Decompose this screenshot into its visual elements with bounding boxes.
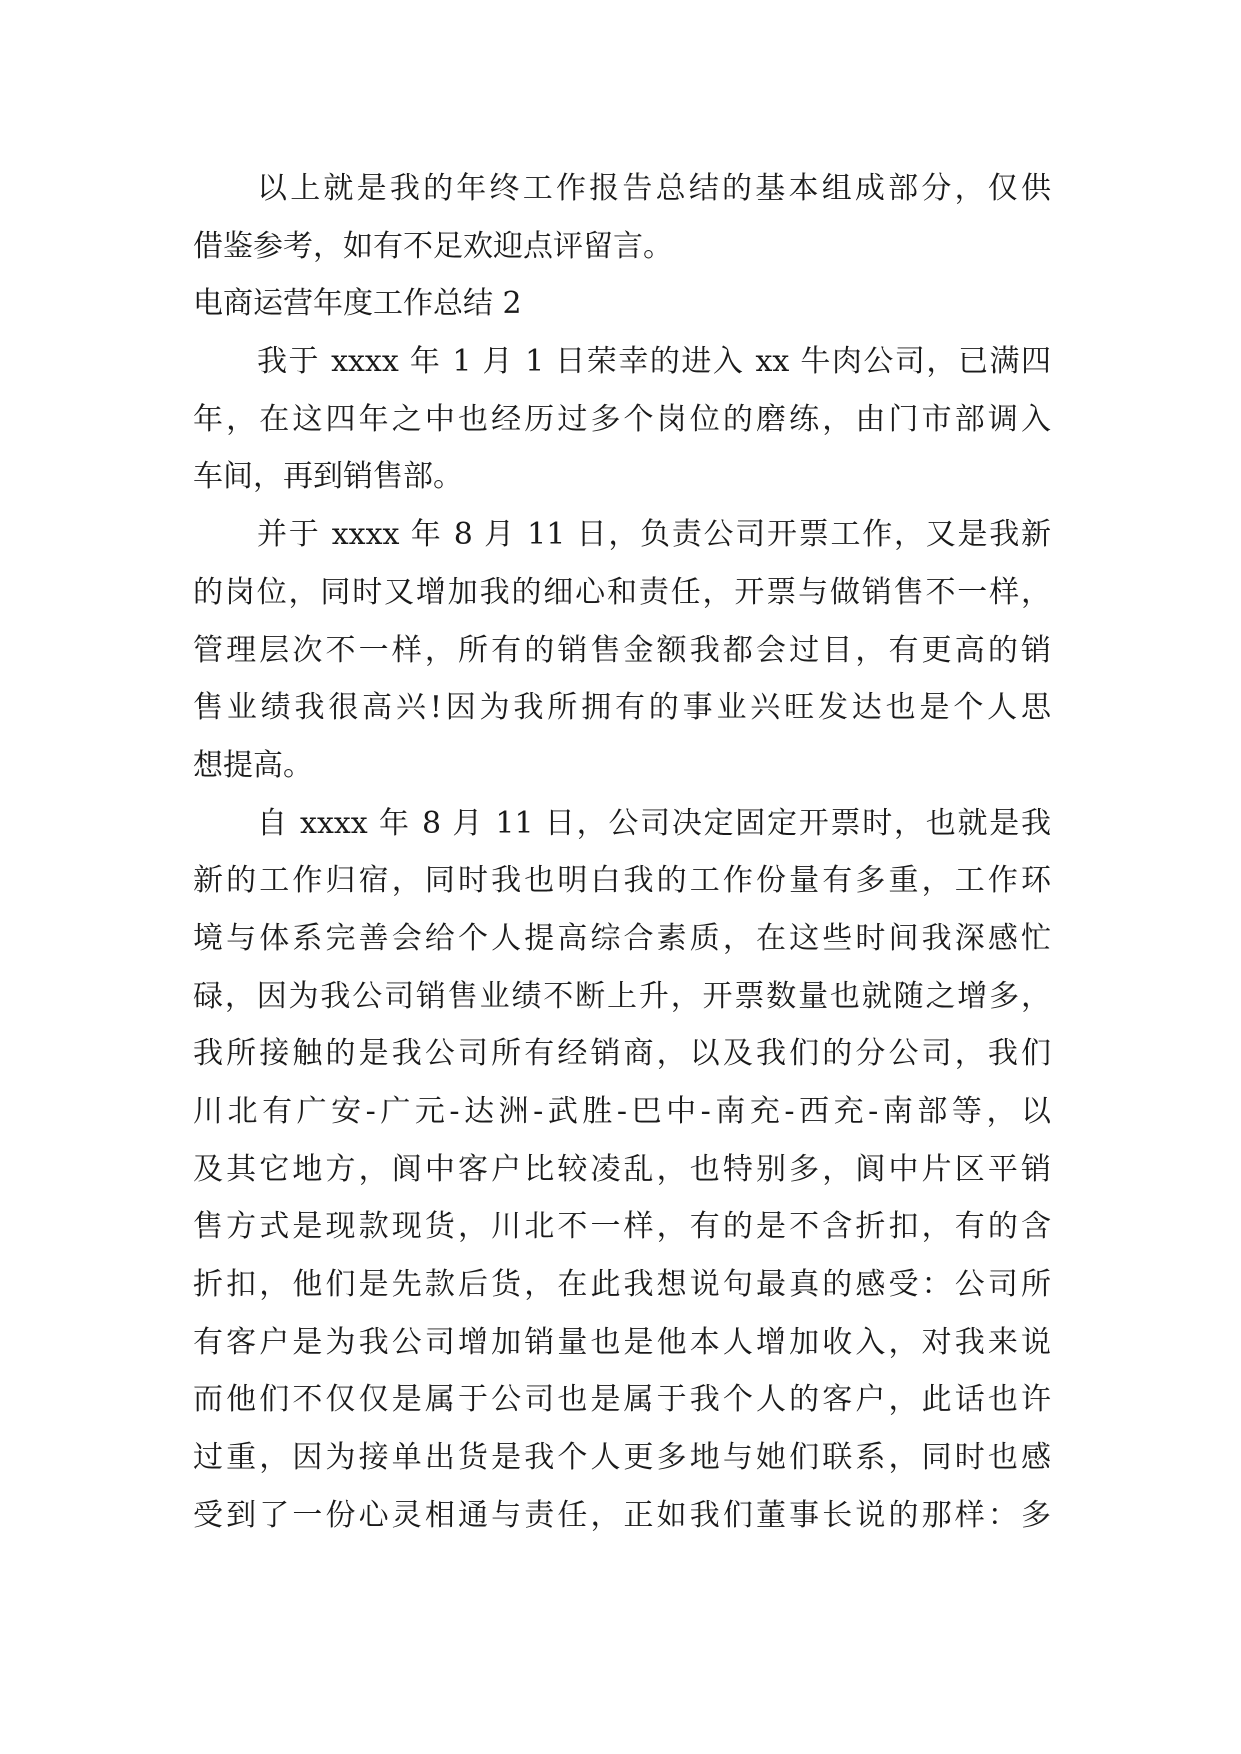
paragraph-line: 想提高。 <box>193 747 313 783</box>
document-body <box>193 160 1051 1545</box>
paragraph-line: 川北有广安-广元-达洲-武胜-巴中-南充-西充-南部等，以 <box>193 1094 1051 1129</box>
paragraph-line: 自 xxxx 年 8 月 11 日，公司决定固定开票时，也就是我 <box>257 805 1051 841</box>
paragraph-line: 新的工作归宿，同时我也明白我的工作份量有多重，工作环 <box>193 863 1051 899</box>
paragraph-line: 碌，因为我公司销售业绩不断上升，开票数量也就随之增多， <box>193 978 1051 1014</box>
paragraph-line: 境与体系完善会给个人提高综合素质，在这些时间我深感忙 <box>193 920 1051 956</box>
paragraph-line: 年，在这四年之中也经历过多个岗位的磨练，由门市部调入 <box>193 401 1051 437</box>
paragraph-line: 管理层次不一样，所有的销售金额我都会过目，有更高的销 <box>193 632 1051 668</box>
paragraph-line: 过重，因为接单出货是我个人更多地与她们联系，同时也感 <box>193 1440 1051 1476</box>
paragraph-line: 借鉴参考，如有不足欢迎点评留言。 <box>193 228 673 264</box>
paragraph-line: 有客户是为我公司增加销量也是他本人增加收入，对我来说 <box>193 1324 1051 1360</box>
paragraph-line: 售方式是现款现货，川北不一样，有的是不含折扣，有的含 <box>193 1209 1051 1245</box>
paragraph-line: 受到了一份心灵相通与责任，正如我们董事长说的那样：多 <box>193 1497 1051 1533</box>
paragraph-line: 及其它地方，阆中客户比较凌乱，也特别多，阆中片区平销 <box>193 1151 1051 1187</box>
paragraph-line: 我所接触的是我公司所有经销商，以及我们的分公司，我们 <box>193 1036 1051 1072</box>
section-heading: 电商运营年度工作总结 2 <box>193 286 522 322</box>
paragraph-line: 以上就是我的年终工作报告总结的基本组成部分，仅供 <box>257 171 1051 206</box>
paragraph-line: 的岗位，同时又增加我的细心和责任，开票与做销售不一样， <box>193 574 1051 610</box>
paragraph-line: 而他们不仅仅是属于公司也是属于我个人的客户，此话也许 <box>193 1382 1051 1418</box>
paragraph-line: 车间，再到销售部。 <box>193 459 463 495</box>
paragraph-line: 我于 xxxx 年 1 月 1 日荣幸的进入 xx 牛肉公司，已满四 <box>257 344 1051 380</box>
paragraph-line: 售业绩我很高兴!因为我所拥有的事业兴旺发达也是个人思 <box>193 690 1051 726</box>
paragraph-line: 并于 xxxx 年 8 月 11 日，负责公司开票工作，又是我新 <box>257 517 1051 553</box>
paragraph-line: 折扣，他们是先款后货，在此我想说句最真的感受：公司所 <box>193 1267 1051 1303</box>
